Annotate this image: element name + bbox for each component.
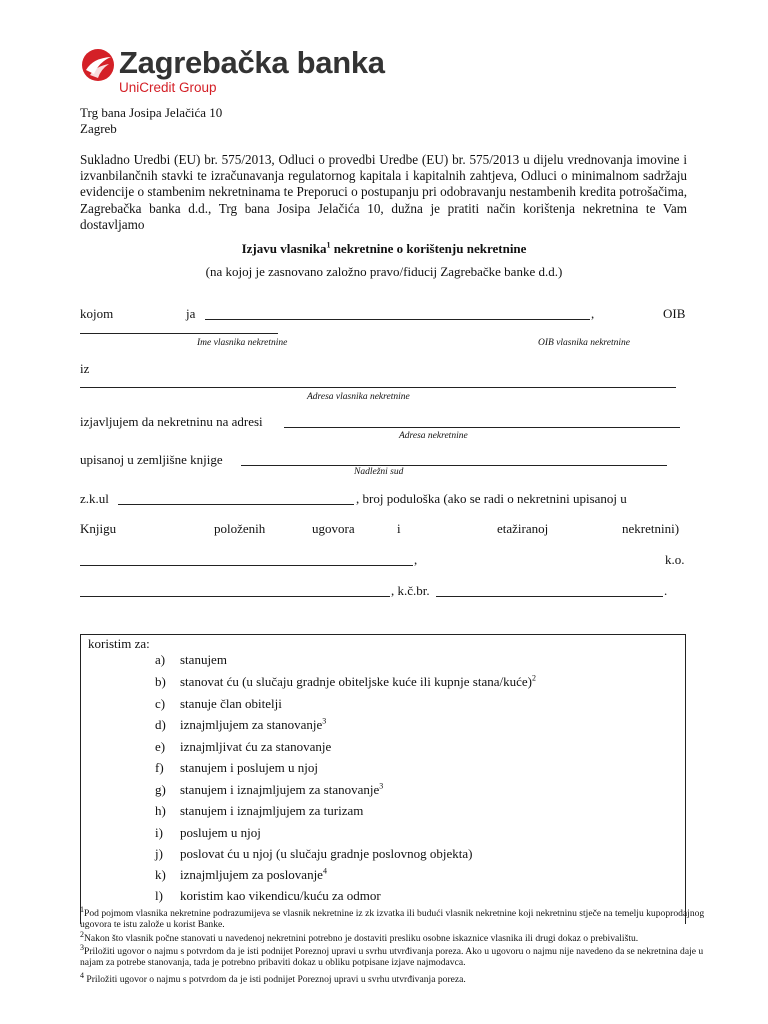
footnote-4 [80, 970, 720, 985]
option-text: iznajmljujem za poslovanje [180, 867, 323, 882]
book-word-5: etažiranoj [497, 521, 549, 536]
option-c[interactable] [180, 696, 282, 712]
option-text: stanujem [180, 652, 227, 667]
footnote-1 [80, 904, 720, 931]
book-word-4: i [397, 521, 401, 536]
footnote-2 [80, 929, 720, 944]
option-sup: 3 [322, 716, 327, 726]
owner-address-field[interactable] [80, 387, 676, 388]
label-iz: iz [80, 361, 90, 376]
option-sup: 4 [322, 866, 327, 876]
label-zkul: z.k.ul [80, 491, 109, 506]
footnote-number: 4 [80, 970, 84, 980]
owner-name-field[interactable] [205, 319, 590, 320]
option-letter-l: l) [155, 888, 163, 903]
book-word-2: položenih [214, 521, 266, 536]
option-text: stanujem i iznajmljujem za stanovanje [180, 782, 380, 797]
option-letter-b: b) [155, 674, 166, 689]
option-text: koristim kao vikendicu/kuću za odmor [180, 888, 381, 903]
option-l[interactable] [180, 888, 381, 904]
option-text: stanujem i poslujem u njoj [180, 760, 318, 775]
option-a[interactable] [180, 652, 227, 668]
footnote-number: 1 [80, 904, 84, 914]
usage-heading: koristim za: [88, 636, 150, 651]
book-word-3: ugovora [312, 521, 355, 536]
option-letter-a: a) [155, 652, 166, 667]
option-text: poslovat ću u njoj (u slučaju gradnje poslovnog objekta) [180, 846, 473, 861]
option-text: stanuje član obitelji [180, 696, 282, 711]
option-j[interactable] [180, 846, 472, 862]
option-e[interactable] [180, 739, 331, 755]
intro-paragraph: Sukladno Uredbi (EU) br. 575/2013, Odluci o provedbi Uredbe (EU) br. 575/2013 u dijelu vrednovanja imovine i izvanbilančnih stavki te izračunavanja regulatornog kapitala i kapitalnih zahtjeva, Odluci o minimalnom sadržaju evidencije o stambenim nekretninama te Preporuci o postupanju pri odobravanju nestambenih kredita potrošačima, Zagrebačka banka d.d., Trg bana Josipa Jelačića 10, dužna je pratiti način korištenja nekretnina te Vam dostavljamo [80, 152, 687, 232]
title-part-1: Izjavu vlasnika [241, 241, 327, 256]
kc-br-field[interactable] [436, 596, 663, 597]
book-word-6: nekretnini) [622, 521, 680, 536]
footnote-text: Priložiti ugovor o najmu s potvrdom da je isti podnijet Poreznoj upravi u svrhu utvrđivanja poreza. [84, 974, 466, 985]
option-text: stanujem i iznajmljujem za turizam [180, 803, 364, 818]
option-d[interactable] [180, 717, 326, 733]
title-part-2: nekretnine o korištenju nekretnine [330, 241, 527, 256]
comma-1: , [591, 306, 595, 321]
footnote-number: 2 [80, 929, 84, 939]
option-g[interactable] [180, 782, 383, 798]
option-letter-i: i) [155, 825, 163, 840]
label-kojom: kojom [80, 306, 114, 321]
option-letter-d: d) [155, 717, 166, 732]
option-text: iznajmljivat ću za stanovanje [180, 739, 332, 754]
option-sup: 3 [379, 781, 384, 791]
label-kc-br: , k.č.br. [391, 583, 430, 598]
footnote-text: Nakon što vlasnik počne stanovati u navedenoj nekretnini potrebno je dostaviti presliku osobne iskaznice vlasnika ili drugi dokaz o prebivalištu. [84, 933, 639, 944]
caption-owner-address: Adresa vlasnika nekretnine [307, 392, 410, 402]
option-letter-f: f) [155, 760, 164, 775]
group-name: UniCredit Group [119, 80, 217, 95]
option-text: stanovat ću (u slučaju gradnje obiteljske kuće ili kupnje stana/kuće) [180, 674, 532, 689]
address-line-2: Zagreb [80, 121, 117, 136]
ko-field[interactable] [80, 596, 390, 597]
subdivision-number-field[interactable] [80, 565, 413, 566]
option-letter-c: c) [155, 696, 166, 711]
caption-owner-oib: OIB vlasnika nekretnine [538, 338, 630, 348]
bank-name: Zagrebačka banka [119, 45, 385, 80]
unicredit-logo-icon [81, 48, 115, 82]
book-word-1: Knjigu [80, 521, 117, 536]
label-declare-address: izjavljujem da nekretninu na adresi [80, 414, 263, 429]
option-letter-e: e) [155, 739, 166, 754]
footnote-3 [80, 942, 720, 969]
property-address-field[interactable] [284, 427, 680, 428]
caption-court: Nadležni sud [354, 467, 404, 477]
option-h[interactable] [180, 803, 363, 819]
zkul-field[interactable] [118, 504, 354, 505]
document-subtitle: (na kojoj je zasnovano založno pravo/fiducij Zagrebačke banke d.d.) [205, 264, 563, 279]
footnote-text: Priložiti ugovor o najmu s potvrdom da je isti podnijet Poreznoj upravi u svrhu utvrđivanja poreza. Ako u ugovoru o najmu nije navedeno da se nekretnina daje u najam za potrebe stanovanja, tada je potrebno pribaviti dokaz u obliku potpisane izjave najmodavca. [80, 946, 704, 969]
label-subdivision: , broj poduloška (ako se radi o nekretnini upisanoj u [356, 491, 627, 506]
option-text: poslujem u njoj [180, 825, 261, 840]
court-field[interactable] [241, 465, 667, 466]
bank-logo [81, 44, 411, 104]
label-land-registry: upisanoj u zemljišne knjige [80, 452, 223, 467]
option-letter-h: h) [155, 803, 166, 818]
option-sup: 2 [531, 673, 536, 683]
option-k[interactable] [180, 867, 327, 883]
title-footnote-ref: 1 [326, 240, 331, 250]
option-b[interactable] [180, 674, 536, 690]
option-letter-g: g) [155, 782, 166, 797]
caption-owner-name: Ime vlasnika nekretnine [197, 338, 288, 348]
document-title [0, 241, 768, 257]
option-f[interactable] [180, 760, 318, 776]
option-text: iznajmljujem za stanovanje [180, 717, 323, 732]
owner-oib-field[interactable] [80, 333, 278, 334]
comma-2: , [414, 552, 418, 567]
label-ko: k.o. [665, 552, 685, 567]
label-ja: ja [186, 306, 196, 321]
label-oib: OIB [663, 306, 686, 321]
footnote-number: 3 [80, 942, 84, 952]
option-i[interactable] [180, 825, 261, 841]
option-letter-j: j) [155, 846, 163, 861]
caption-property-address: Adresa nekretnine [399, 431, 468, 441]
end-dot: . [664, 583, 668, 598]
option-letter-k: k) [155, 867, 166, 882]
address-line-1: Trg bana Josipa Jelačića 10 [80, 105, 223, 120]
footnote-text: Pod pojmom vlasnika nekretnine podrazumijeva se vlasnik nekretnine iz zk izvatka ili budući vlasnik nekretnine koji nekretninu stječe na temelju kupoprodajnog ugovora te istu založe u korist Banke. [80, 908, 705, 931]
